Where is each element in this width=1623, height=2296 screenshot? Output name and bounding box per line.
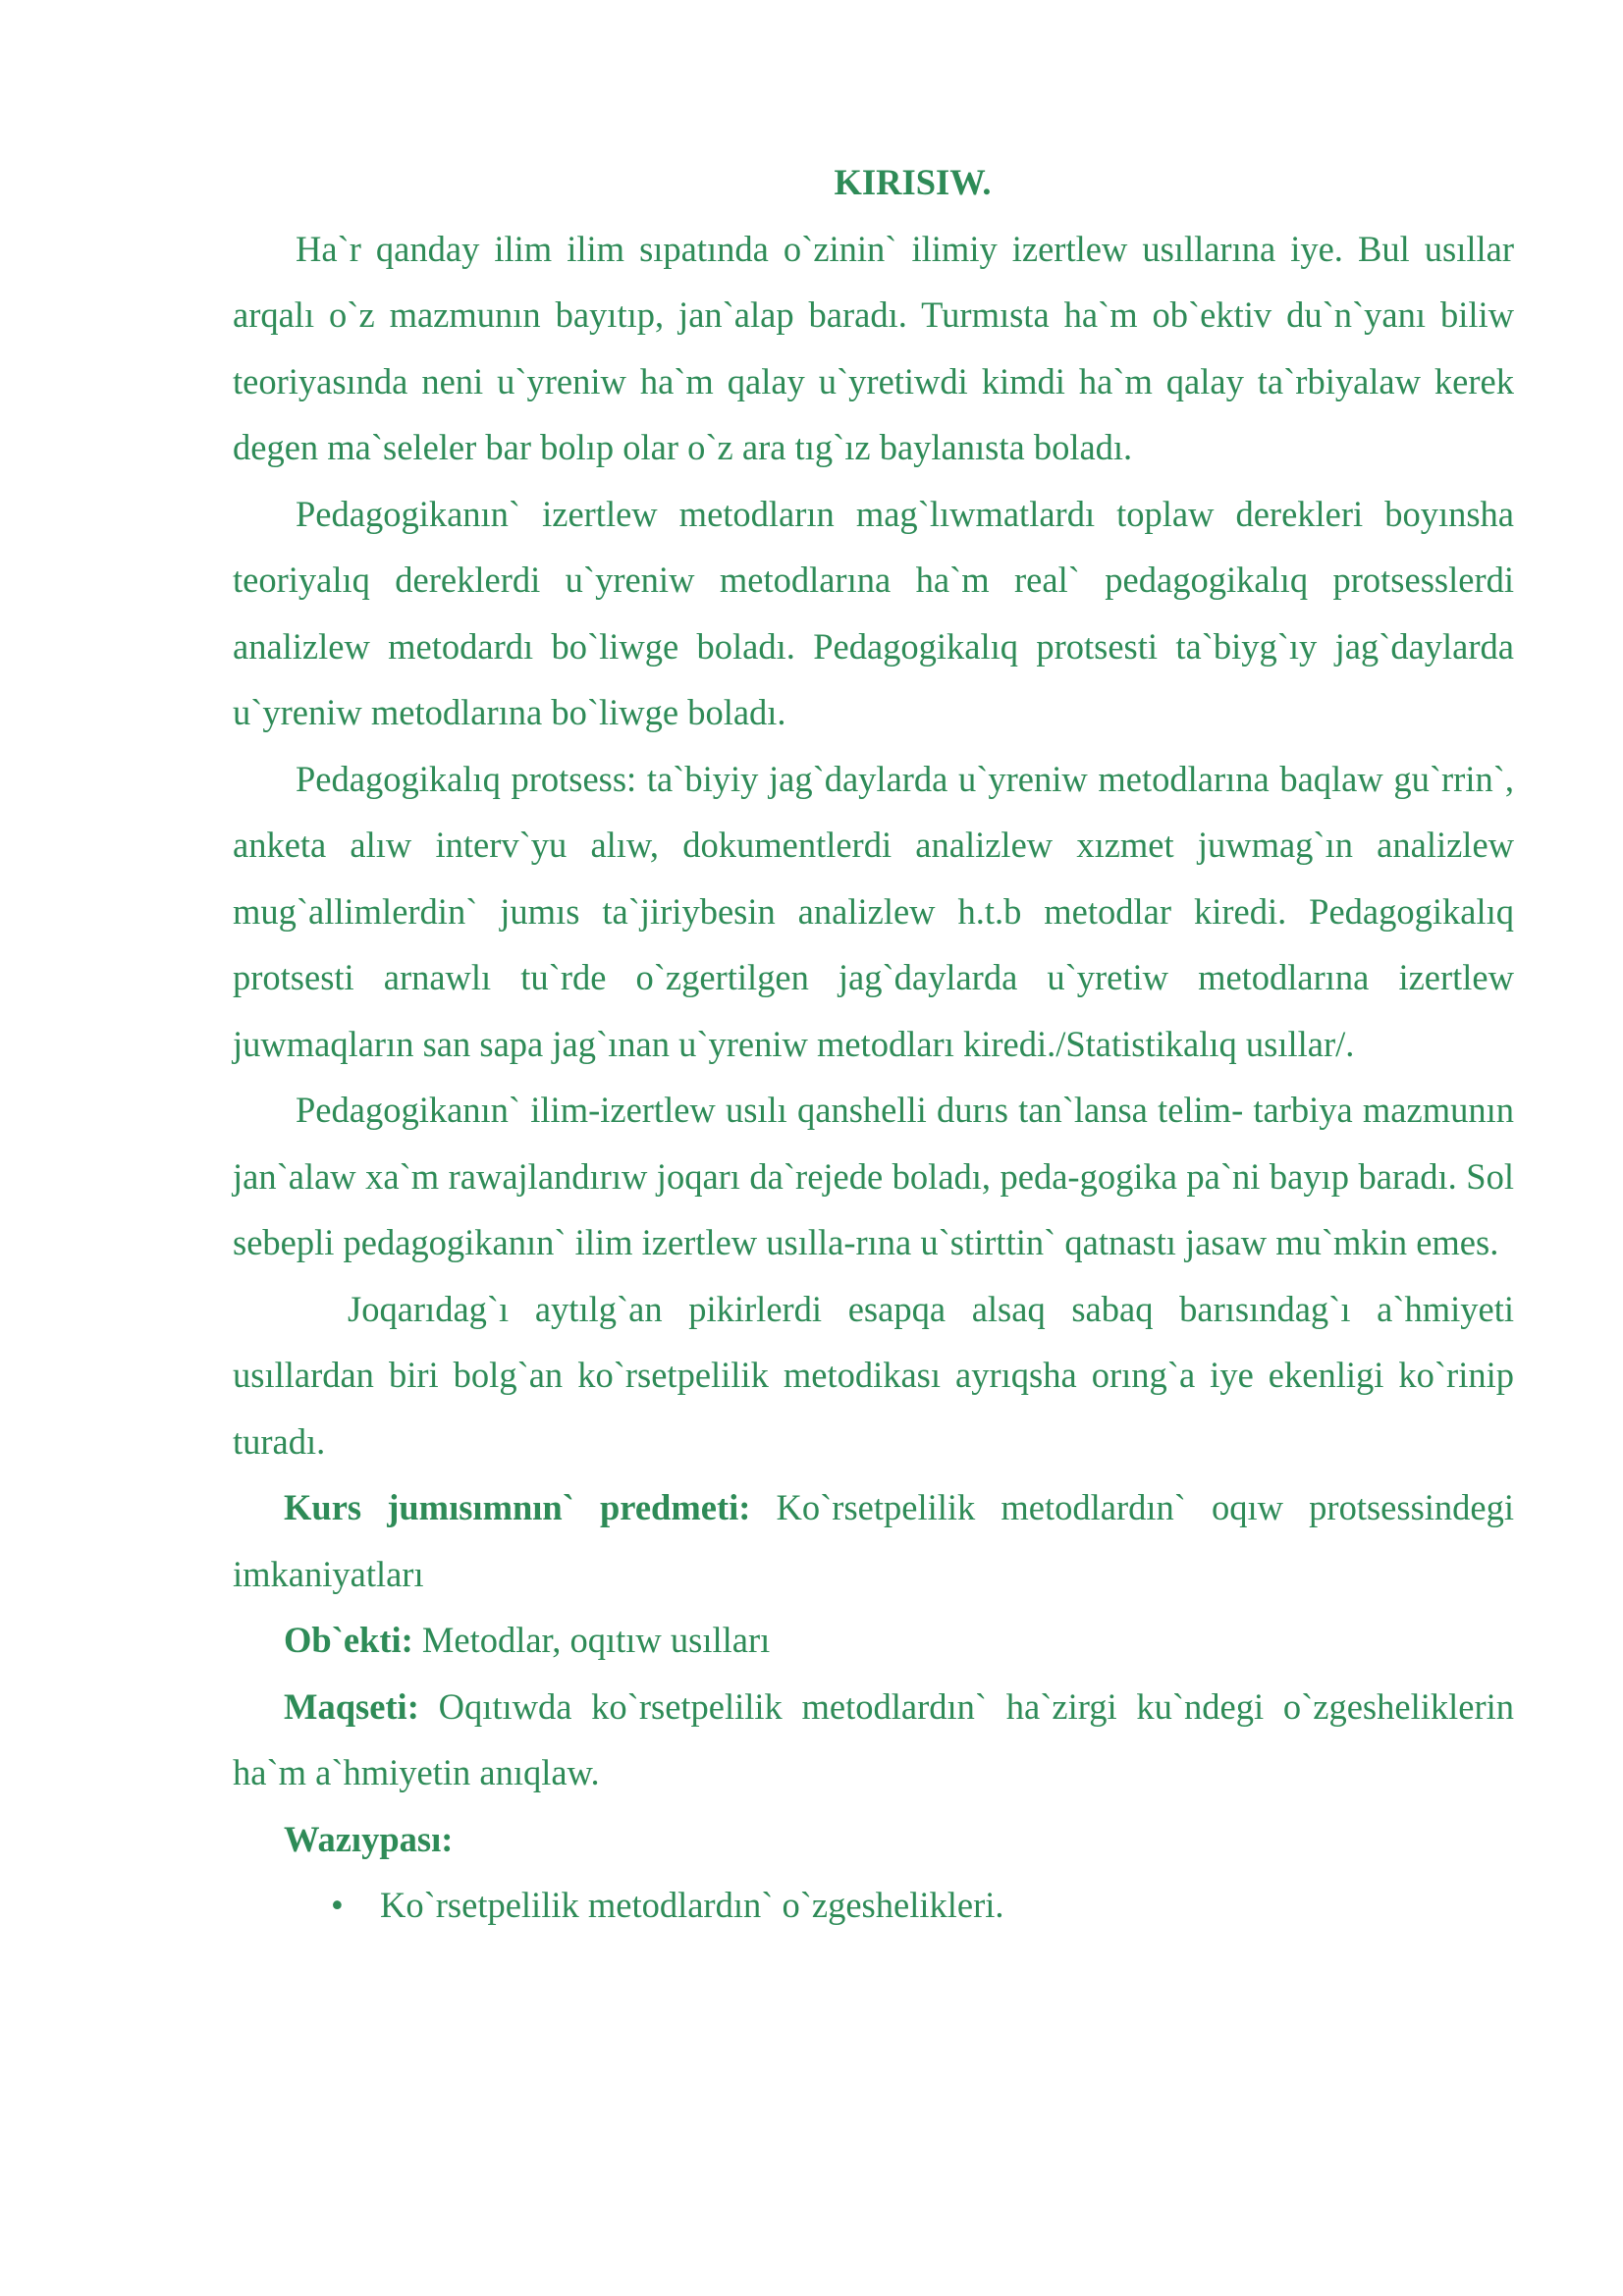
course-subject-label: Kurs jumısımnın` predmeti: xyxy=(284,1487,751,1527)
paragraph-methods: Pedagogikanın` izertlew metodların mag`lıwmatlardı toplaw derekleri boyınsha teoriyalıq dereklerdi u`yreniw metodlarına ha`m real` pedagogikalıq protsesslerdi analizlew metodardı bo`liwge boladı. Pedagogikalıq protsesti ta`biyg`ıy jag`daylarda u`yreniw metodlarına bo`liwge boladı. xyxy=(233,493,1514,732)
list-item xyxy=(331,1872,1514,1939)
bullet-icon: • xyxy=(331,1885,344,1925)
course-goal-label: Maqseti: xyxy=(284,1685,419,1727)
paragraph-conclusion: Joqarıdag`ı aytılg`an pikirlerdi esapqa alsaq sabaq barısındag`ı a`hmiyeti usıllardan biri bolg`an ko`rsetpelilik metodikası ayrıqsha orıng`a iye ekenligi ko`rinip turadı. xyxy=(233,1288,1514,1462)
paragraph-importance: Pedagogikanın` ilim-izertlew usılı qanshelli durıs tan`lansa telim- tarbiya mazmunın jan`alaw xa`m rawajlandırıw joqarı da`rejede boladı, peda-gogika pa`ni bayıp baradı. Sol sebepli pedagogikanın` ilim izertlew usılla-rına u`stirttin` qatnastı jasaw mu`mkin emes. xyxy=(233,1090,1514,1262)
paragraph-intro: Ha`r qanday ilim ilim sıpatında o`zinin` ilimiy izertlew usıllarına iye. Bul usıllar arqalı o`z mazmunın bayıtıp, jan`alap baradı. Turmısta ha`m ob`ektiv du`n`yanı biliw teoriyasında neni u`yreniw ha`m qalay u`yretiwdi kimdi ha`m qalay ta`rbiyalaw kerek degen ma`seleler bar bolıp olar o`z ara tıg`ız baylanısta boladı. xyxy=(233,228,1514,467)
course-goal-text: Oqıtıwda ko`rsetpelilik metodlardın` ha`zirgi ku`ndegi o`zgesheliklerin ha`m a`hmiyetin anıqlaw. xyxy=(233,1685,1514,1792)
course-object-text: Metodlar, oqıtıw usılları xyxy=(412,1620,771,1660)
paragraph-process: Pedagogikalıq protsess: ta`biyiy jag`daylarda u`yreniw metodlarına baqlaw gu`rrin`, anketa alıw interv`yu alıw, dokumentlerdi analizlew xızmet juwmag`ın analizlew mug`allimlerdin` jumıs ta`jiriybesin analizlew h.t.b metodlar kiredi. Pedagogikalıq protsesti arnawlı tu`rde o`zgertilgen jag`daylarda u`yretiw metodlarına izertlew juwmaqların san sapa jag`ınan u`yreniw metodları kiredi./Statistikalıq usıllar/. xyxy=(233,758,1514,1064)
course-subject-text: Ko`rsetpelilik metodlardın` oqıw protsessindegi imkaniyatları xyxy=(233,1487,1515,1594)
task-item-text: Ko`rsetpelilik metodlardın` o`zgeshelikleri. xyxy=(380,1885,1004,1925)
tasks-list xyxy=(233,1872,1514,1939)
course-tasks-label: Wazıypası: xyxy=(284,1818,454,1859)
document-body xyxy=(233,149,1514,1939)
course-tasks xyxy=(233,1806,1514,1873)
course-object xyxy=(233,1607,1514,1674)
course-subject xyxy=(233,1474,1514,1607)
course-object-label: Ob`ekti: xyxy=(284,1620,413,1660)
document-title: KIRISIW. xyxy=(834,162,992,202)
course-goal xyxy=(233,1674,1514,1806)
